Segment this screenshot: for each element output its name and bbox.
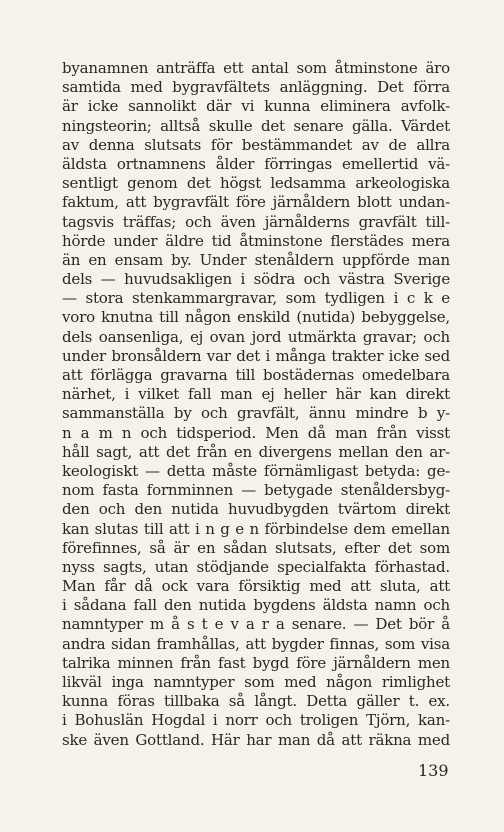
text-line: närhet, i vilket fall man ej heller här kan direkt <box>62 385 450 404</box>
text-line: sammanställa by och gravfält, ännu mindre b y- <box>62 404 450 423</box>
text-line: den och den nutida huvudbygden tvärtom direkt <box>62 500 450 519</box>
text-line: under bronsåldern var det i många trakter icke sed <box>62 346 450 365</box>
text-line: än en ensam by. Under stenåldern uppförde man <box>62 250 450 269</box>
text-line: hörde under äldre tid åtminstone flerstädes mera <box>62 231 450 250</box>
text-line: likväl inga namntyper som med någon rimlighet <box>62 673 450 691</box>
text-line: talrika minnen från fast bygd före järnåldern men <box>62 653 450 672</box>
text-line: håll sagt, att det från en divergens mellan den ar- <box>62 442 450 461</box>
text-line: av denna slutsats för bestämmandet av de allra <box>62 135 450 154</box>
text-line: namntyper m å s t e v a r a senare. — Det bör å <box>62 615 450 634</box>
text-line: att förlägga gravarna till bostädernas omedelbara <box>62 366 450 384</box>
page-number: 139 <box>418 761 449 780</box>
text-line: i sådana fall den nutida bygdens äldsta namn och <box>62 596 450 615</box>
text-line: — stora stenkammargravar, som tydligen i c k e <box>62 289 450 308</box>
text-line: ske även Gottland. Här har man då att räkna med <box>62 730 450 749</box>
text-line: Man får då ock vara försiktig med att sluta, att <box>62 577 450 596</box>
text-line: kunna föras tillbaka så långt. Detta gäller t. ex. <box>62 692 450 711</box>
text-line: ningsteorin; alltså skulle det senare gälla. Värdet <box>62 116 450 135</box>
text-line: faktum, att bygravfält före järnåldern blott undan- <box>62 193 450 212</box>
text-line: är icke sannolikt där vi kunna eliminera avfolk- <box>62 97 450 116</box>
text-line: dels — huvudsakligen i södra och västra Sverige <box>62 270 450 289</box>
text-line: voro knutna till någon enskild (nutida) bebyggelse, <box>62 308 450 327</box>
text-line: sentligt genom det högst ledsamma arkeologiska <box>62 174 450 193</box>
text-line: samtida med bygravfältets anläggning. Det förra <box>62 78 450 97</box>
text-line: förefinnes, så är en sådan slutsats, efter det som <box>62 538 450 557</box>
text-line: tagsvis träffas; och även järnålderns gravfält till- <box>62 212 450 231</box>
text-line: dels oansenliga, ej ovan jord utmärkta gravar; och <box>62 327 450 346</box>
text-line: kan slutas till att i n g e n förbindelse dem emellan <box>62 519 450 538</box>
text-line: andra sidan framhållas, att bygder finnas, som visa <box>62 634 450 653</box>
text-line: keologiskt — detta måste förnämligast betyda: ge- <box>62 461 450 480</box>
text-line: n a m n och tidsperiod. Men då man från visst <box>62 423 450 442</box>
text-line: nyss sagts, utan stödjande specialfakta förhastad. <box>62 557 450 576</box>
text-line: nom fasta fornminnen — betygade stenåldersbyg- <box>62 481 450 500</box>
text-line: byanamnen anträffa ett antal som åtminstone äro <box>62 59 450 77</box>
text-line: äldsta ortnamnens ålder förringas emellertid vä- <box>62 154 450 173</box>
body-text <box>62 59 450 750</box>
text-line: i Bohuslän Hogdal i norr och troligen Tjörn, kan- <box>62 711 450 730</box>
